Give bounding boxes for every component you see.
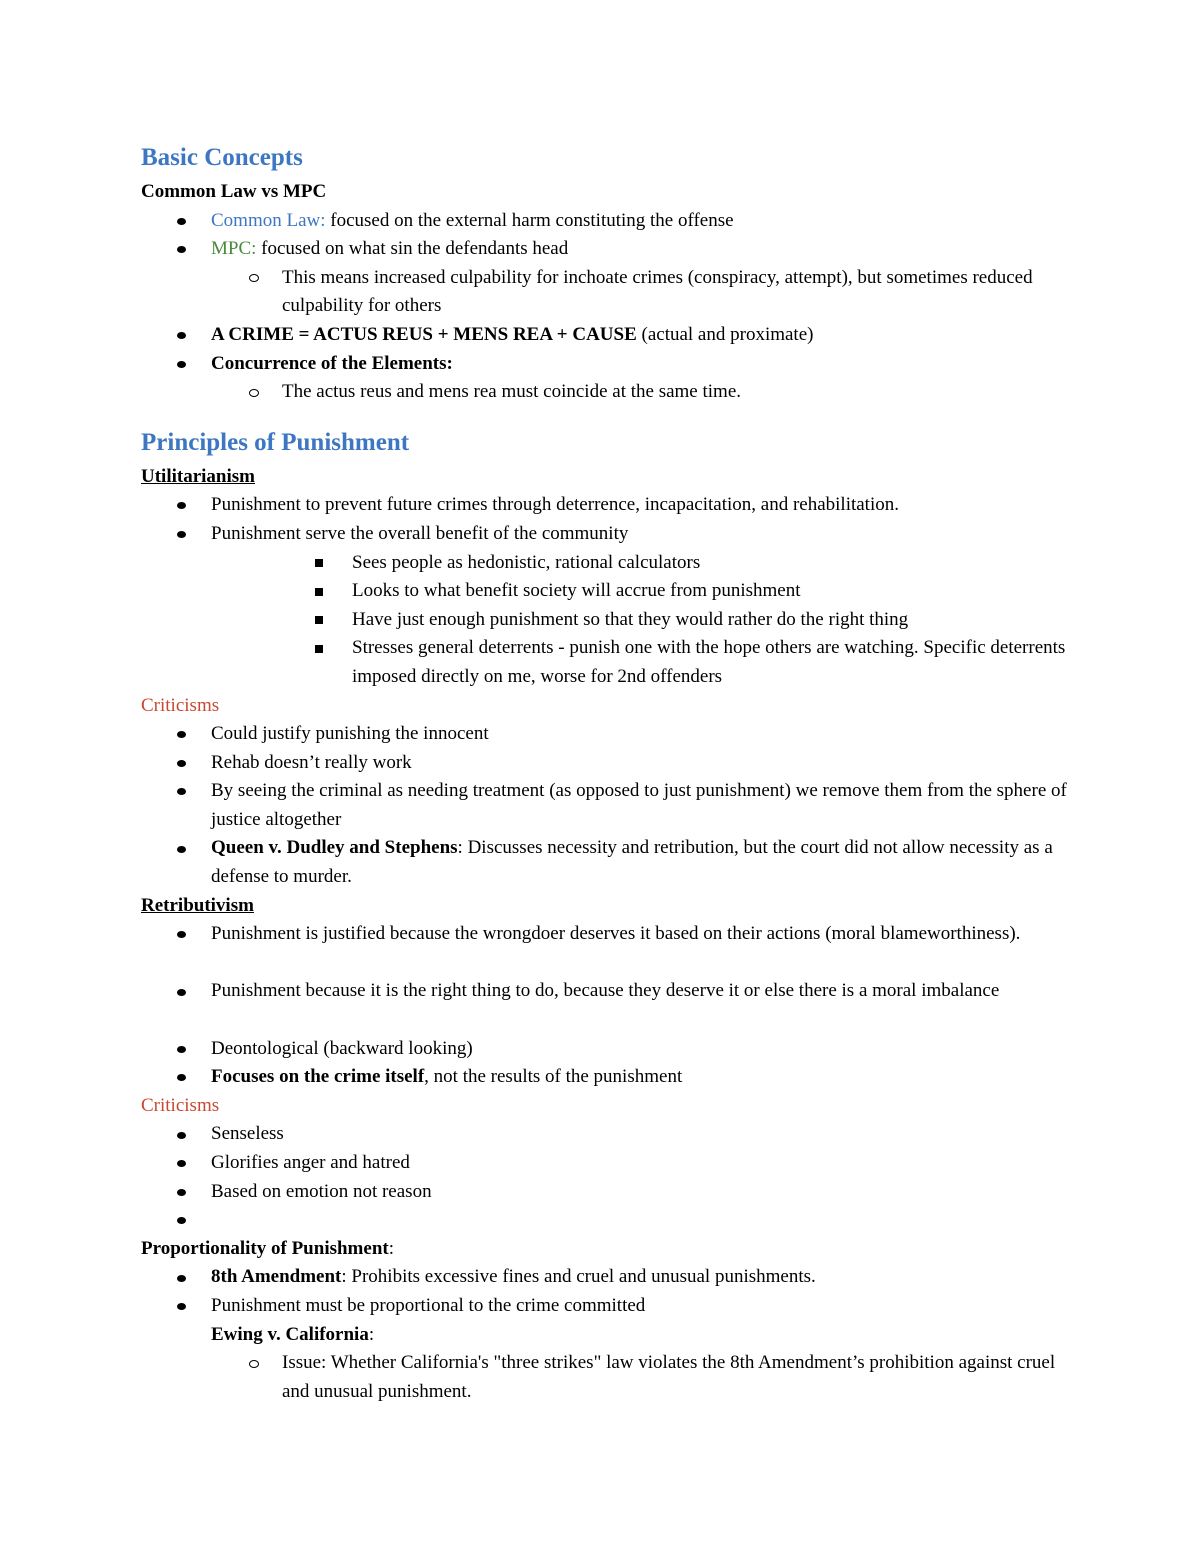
bullet-square-icon [315, 549, 323, 578]
bullet-disc-icon [177, 1120, 186, 1149]
bullet-disc-icon [177, 1063, 186, 1092]
list-item [141, 350, 1071, 379]
bullet-disc-icon [177, 321, 186, 350]
list-item [141, 977, 1071, 1034]
subheading-proportionality: Proportionality of Punishment: [141, 1237, 394, 1259]
case-name: Queen v. Dudley and Stephens [211, 837, 458, 859]
subheading-common-law-vs-mpc: Common Law vs MPC [141, 181, 327, 202]
concurrence-label: Concurrence of the Elements: [211, 352, 453, 374]
bullet-disc-icon [177, 1178, 186, 1207]
criticism-point: Glorifies anger and hatred [211, 1152, 410, 1173]
retr-point: Punishment because it is the right thing to do, because they deserve it or else there is a moral imbalance [211, 980, 1000, 1002]
criticism-point: Based on emotion not reason [211, 1180, 432, 1202]
list-item [141, 720, 1071, 749]
bullet-disc-icon [177, 520, 186, 549]
bullet-circle-icon [249, 1349, 259, 1378]
list-item [141, 549, 1071, 578]
bullet-square-icon [315, 634, 323, 663]
bullet-disc-icon [177, 720, 186, 749]
retr-point-rest: , not the results of the punishment [424, 1066, 683, 1088]
amendment-name: 8th Amendment [211, 1266, 342, 1288]
bullet-disc-icon [177, 777, 186, 806]
bullet-disc-icon [177, 1206, 186, 1235]
mpc-text: focused on what sin the defendants head [256, 238, 569, 260]
bullet-disc-icon [177, 491, 186, 520]
retr-point: Deontological (backward looking) [211, 1037, 473, 1059]
list-item [141, 207, 1071, 236]
list-item [141, 1035, 1071, 1064]
util-subpoint: Have just enough punishment so that they would rather do the right thing [352, 608, 909, 630]
subheading-utilitarianism: Utilitarianism [141, 465, 255, 487]
list-item [141, 1178, 1071, 1207]
subheading-retributivism: Retributivism [141, 894, 254, 916]
list-item [141, 1349, 1071, 1406]
bullet-disc-icon [177, 834, 186, 863]
list-item [141, 1292, 1071, 1321]
bullet-disc-icon [177, 920, 186, 949]
case-text: : Discusses necessity and retribution, but the court did not allow necessity as a defense to murder. [211, 837, 1053, 888]
heading-basic-concepts: Basic Concepts [141, 144, 303, 171]
retr-point: Punishment is justified because the wrongdoer deserves it based on their actions (moral blameworthiness). [211, 923, 1021, 945]
util-point: Punishment to prevent future crimes through deterrence, incapacitation, and rehabilitation. [211, 494, 899, 516]
list-item [141, 1063, 1071, 1092]
criticism-point: By seeing the criminal as needing treatment (as opposed to just punishment) we remove them from the sphere of justice altogether [211, 780, 1067, 830]
list-item [141, 1263, 1071, 1292]
common-law-text: focused on the external harm constituting the offense [325, 209, 734, 231]
list-item [141, 1149, 1071, 1178]
bullet-square-icon [315, 606, 323, 635]
list-item [141, 491, 1071, 520]
list-item [141, 777, 1071, 834]
common-law-label: Common Law: [211, 209, 326, 231]
crime-formula: A CRIME = ACTUS REUS + MENS REA + CAUSE [211, 323, 637, 345]
list-item [141, 520, 1071, 549]
list-item [141, 321, 1071, 350]
list-item [141, 634, 1071, 691]
util-subpoint: Looks to what benefit society will accrue from punishment [352, 580, 801, 602]
bullet-disc-icon [177, 207, 186, 236]
criticism-point [211, 834, 1071, 891]
bullet-disc-icon [177, 749, 186, 778]
list-item [141, 378, 1071, 407]
list-item [141, 264, 1071, 321]
retr-point-bold: Focuses on the crime itself [211, 1066, 425, 1088]
bullet-disc-icon [177, 977, 186, 1006]
list-item [141, 920, 1071, 977]
list-item [141, 235, 1071, 264]
list-item [141, 577, 1071, 606]
criticism-point: Senseless [211, 1123, 284, 1145]
criticism-point: Could justify punishing the innocent [211, 723, 489, 745]
ewing-issue: Issue: Whether California's "three strikes" law violates the 8th Amendment’s prohibition against cruel and unusual punishment. [282, 1352, 1056, 1402]
bullet-disc-icon [177, 1263, 186, 1292]
bullet-square-icon [315, 577, 323, 606]
mpc-subpoint: This means increased culpability for inchoate crimes (conspiracy, attempt), but sometimes reduced culpability for others [282, 266, 1033, 317]
case-heading-ewing: Ewing v. California: [211, 1323, 375, 1345]
bullet-disc-icon [177, 1035, 186, 1064]
bullet-disc-icon [177, 235, 186, 264]
heading-principles-of-punishment: Principles of Punishment [141, 428, 410, 456]
crime-formula-note: (actual and proximate) [636, 323, 814, 345]
amendment-text: : Prohibits excessive fines and cruel and unusual punishments. [341, 1266, 816, 1288]
bullet-disc-icon [177, 1292, 186, 1321]
concurrence-subpoint: The actus reus and mens rea must coincide at the same time. [282, 381, 742, 403]
mpc-label: MPC: [211, 238, 257, 260]
util-subpoint: Sees people as hedonistic, rational calculators [352, 551, 701, 573]
list-item [141, 1120, 1071, 1149]
list-item [141, 834, 1071, 891]
list-item [141, 749, 1071, 778]
util-point: Punishment serve the overall benefit of the community [211, 522, 629, 544]
criticism-point: Rehab doesn’t really work [211, 751, 412, 773]
document-body [141, 138, 1071, 1406]
criticisms-heading: Criticisms [141, 1094, 220, 1116]
util-subpoint: Stresses general deterrents - punish one with the hope others are watching. Specific deterrents imposed directly on me, worse for 2nd offenders [352, 637, 1066, 687]
bullet-disc-icon [177, 1149, 186, 1178]
prop-point: Punishment must be proportional to the crime committed [211, 1294, 646, 1316]
bullet-disc-icon [177, 350, 186, 379]
list-item [141, 606, 1071, 635]
bullet-circle-icon [249, 378, 259, 407]
bullet-circle-icon [249, 264, 259, 293]
criticisms-heading: Criticisms [141, 694, 220, 716]
list-item-empty [141, 1206, 1071, 1235]
